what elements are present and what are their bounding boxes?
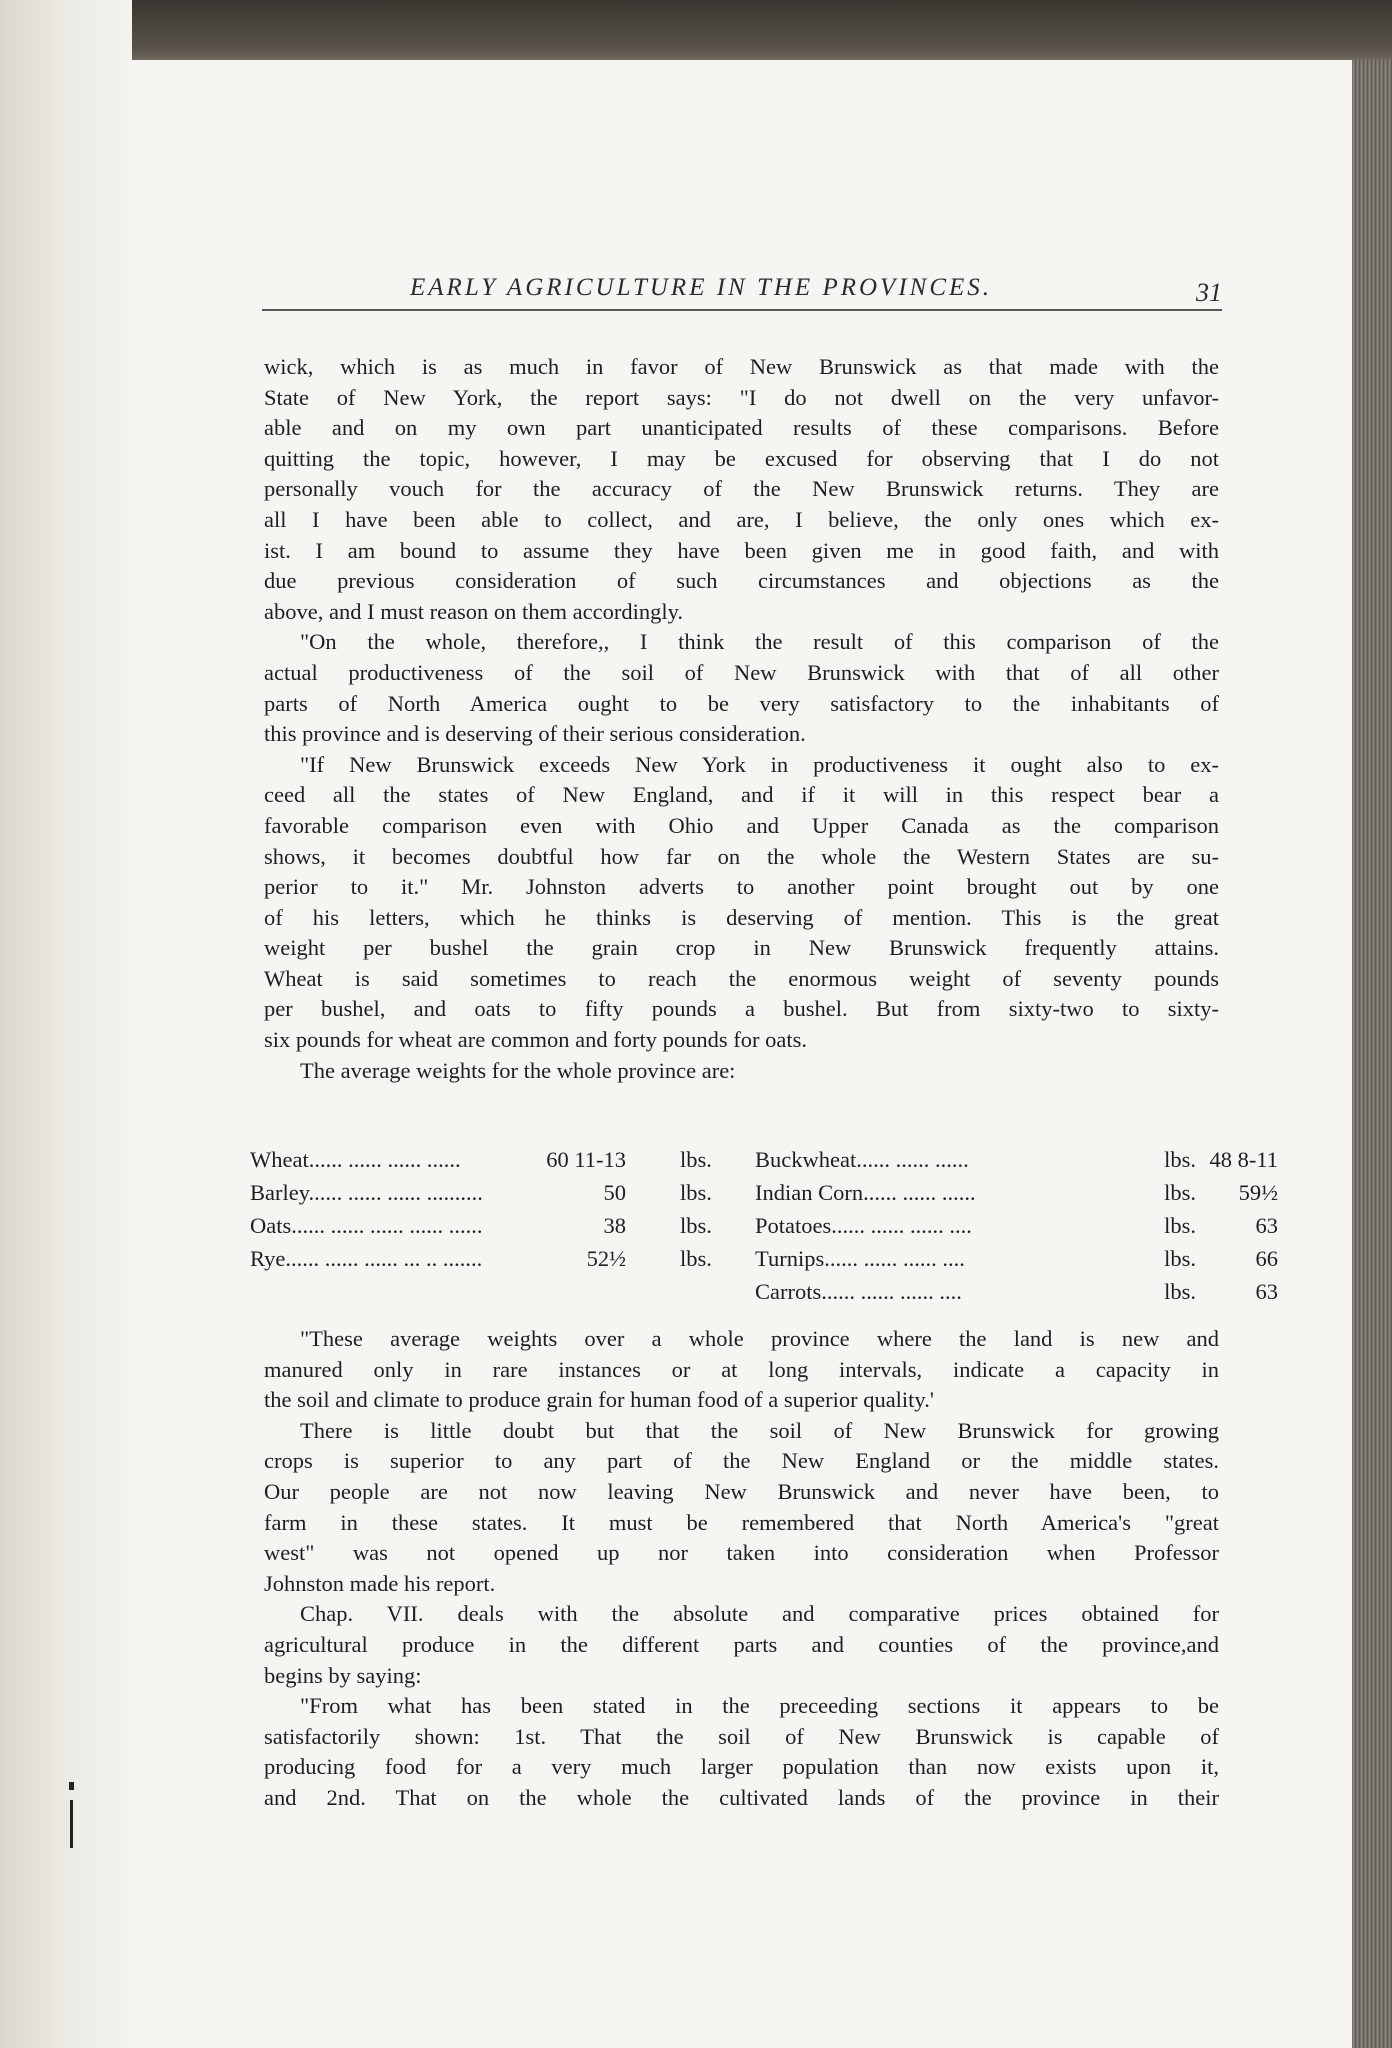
crop-weight: 38 [603, 1213, 626, 1238]
text-line: shows, it becomes doubtful how far on the whole the Western States are su- [264, 843, 1219, 869]
paragraph [264, 352, 1219, 627]
crop-weight: 50 [603, 1180, 626, 1205]
book-gutter [0, 0, 132, 2048]
text-line: The average weights for the whole province are: [300, 1057, 736, 1083]
text-line: Johnston made his report. [264, 1570, 496, 1596]
text-line: manured only in rare instances or at long intervals, indicate a capacity in [264, 1356, 1219, 1382]
text-line: Chap. VII. deals with the absolute and comparative prices obtained for [300, 1601, 1219, 1627]
table-row [250, 1275, 1278, 1308]
text-line: "These average weights over a whole province where the land is new and [300, 1326, 1219, 1351]
crop-unit: lbs. [1164, 1147, 1196, 1172]
text-line: satisfactorily shown: 1st. That the soil of New Brunswick is capable of [264, 1723, 1219, 1749]
crop-weight: 63 [1255, 1279, 1278, 1304]
text-line: perior to it." Mr. Johnston adverts to another point brought out by one [264, 874, 1219, 900]
text-line: six pounds for wheat are common and forty pounds for oats. [264, 1027, 808, 1053]
table-row [250, 1209, 1278, 1242]
running-header [262, 274, 1222, 314]
running-header-title: EARLY AGRICULTURE IN THE PROVINCES. [410, 274, 993, 301]
crop-weight: 63 [1255, 1213, 1278, 1238]
table-row [250, 1176, 1278, 1209]
header-rule [262, 309, 1222, 311]
paragraph [264, 750, 1219, 1056]
text-line: west" was not opened up nor taken into consideration when Professor [264, 1540, 1219, 1566]
paragraph [264, 1599, 1219, 1691]
crop-weight: 52½ [586, 1246, 626, 1271]
crop-weight: 48 8-11 [1209, 1147, 1278, 1172]
crop-name: Rye...... ...... ...... ... .. ....... [250, 1246, 483, 1271]
text-line: wick, which is as much in favor of New Brunswick as that made with the [264, 354, 1219, 379]
crop-weight: 59½ [1238, 1180, 1278, 1205]
crop-unit: lbs. [1164, 1180, 1196, 1205]
page-number: 31 [1196, 278, 1222, 307]
crop-unit: lbs. [680, 1246, 712, 1271]
text-line: actual productiveness of the soil of New Brunswick with that of all other [264, 659, 1219, 685]
text-line: the soil and climate to produce grain for human food of a superior quality.' [264, 1387, 934, 1413]
text-line: producing food for a very much larger population than now exists upon it, [264, 1754, 1219, 1780]
crop-name: Potatoes...... ...... ...... .... [755, 1213, 972, 1238]
crop-name: Indian Corn...... ...... ...... [755, 1180, 976, 1205]
text-line: "From what has been stated in the preceeding sections it appears to be [300, 1693, 1219, 1719]
crop-name: Barley...... ...... ...... .......... [250, 1180, 483, 1205]
text-line: able and on my own part unanticipated results of these comparisons. Before [264, 415, 1219, 441]
crop-name: Wheat...... ...... ...... ...... [250, 1147, 461, 1172]
text-line: "If New Brunswick exceeds New York in productiveness it ought also to ex- [300, 751, 1219, 777]
text-line: all I have been able to collect, and are, I believe, the only ones which ex- [264, 506, 1219, 532]
text-line: parts of North America ought to be very satisfactory to the inhabitants of [264, 690, 1219, 716]
text-line: There is little doubt but that the soil of New Brunswick for growing [300, 1417, 1219, 1443]
text-line: "On the whole, therefore,, I think the result of this comparison of the [300, 629, 1219, 655]
paragraph [264, 627, 1219, 749]
text-line: per bushel, and oats to fifty pounds a bushel. But from sixty-two to sixty- [264, 996, 1219, 1022]
crop-weight: 60 11-13 [546, 1147, 626, 1172]
page-body-top [264, 352, 1219, 1086]
crop-name: Carrots...... ...... ...... .... [755, 1279, 962, 1304]
crop-unit: lbs. [1164, 1246, 1196, 1271]
text-line: personally vouch for the accuracy of the New Brunswick returns. They are [264, 476, 1219, 502]
text-line: and 2nd. That on the whole the cultivated lands of the province in their [264, 1784, 1219, 1810]
crop-name: Oats...... ...... ...... ...... ...... [250, 1213, 483, 1238]
text-line: ist. I am bound to assume they have been given me in good faith, and with [264, 537, 1219, 563]
text-line: above, and I must reason on them accordingly. [264, 598, 684, 624]
paragraph [264, 1416, 1219, 1600]
table-row [250, 1242, 1278, 1275]
text-line: Wheat is said sometimes to reach the enormous weight of seventy pounds [264, 965, 1219, 991]
crop-weight: 66 [1255, 1246, 1278, 1271]
binding-stitch [70, 1800, 73, 1848]
paragraph [264, 1691, 1219, 1813]
paragraph [264, 1324, 1219, 1416]
crop-name: Turnips...... ...... ...... .... [755, 1246, 965, 1271]
crop-unit: lbs. [1164, 1279, 1196, 1304]
page-edges [1352, 60, 1392, 2048]
crop-unit: lbs. [680, 1213, 712, 1238]
paragraph [264, 1056, 1219, 1087]
text-line: agricultural produce in the different parts and counties of the province,and [264, 1631, 1219, 1657]
text-line: farm in these states. It must be remembered that North America's "great [264, 1509, 1219, 1535]
text-line: begins by saying: [264, 1662, 422, 1688]
table-row [250, 1143, 1278, 1176]
text-line: State of New York, the report says: "I do not dwell on the very unfavor- [264, 384, 1219, 410]
text-line: weight per bushel the grain crop in New Brunswick frequently attains. [264, 935, 1219, 961]
text-line: Our people are not now leaving New Brunswick and never have been, to [264, 1478, 1219, 1504]
text-line: this province and is deserving of their serious consideration. [264, 721, 806, 747]
text-line: ceed all the states of New England, and if it will in this respect bear a [264, 782, 1219, 808]
text-line: of his letters, which he thinks is deserving of mention. This is the great [264, 904, 1219, 930]
text-line: crops is superior to any part of the New England or the middle states. [264, 1448, 1219, 1474]
crop-unit: lbs. [680, 1147, 712, 1172]
crop-unit: lbs. [680, 1180, 712, 1205]
text-line: quitting the topic, however, I may be excused for observing that I do not [264, 445, 1219, 471]
crop-name: Buckwheat...... ...... ...... [755, 1147, 969, 1172]
text-line: due previous consideration of such circumstances and objections as the [264, 568, 1219, 594]
crop-unit: lbs. [1164, 1213, 1196, 1238]
average-weights-table [250, 1143, 1278, 1308]
text-line: favorable comparison even with Ohio and Upper Canada as the comparison [264, 812, 1219, 838]
binding-stitch [69, 1782, 74, 1790]
page-body-bottom [264, 1324, 1219, 1814]
